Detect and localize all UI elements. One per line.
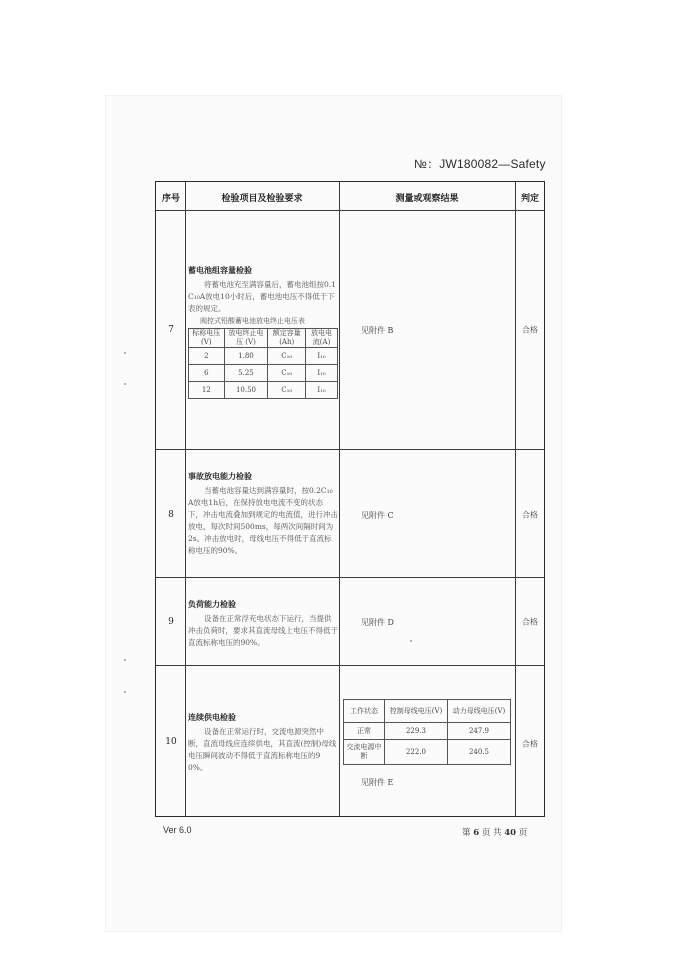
table-cell: 240.5 [448, 740, 511, 765]
header-verdict: 判定 [520, 194, 540, 204]
row-item [188, 471, 338, 557]
table-header-cell: 工作状态 [344, 700, 385, 723]
header-item: 检验项目及检验要求 [221, 194, 303, 204]
power-supply-result-table [343, 699, 511, 765]
row-item [188, 265, 338, 399]
table-cell: 229.3 [385, 723, 448, 740]
discharge-voltage-table [188, 328, 338, 399]
row-item [188, 599, 338, 649]
row-verdict: 合格 [522, 510, 538, 520]
scan-speck [124, 352, 126, 354]
inspection-table [155, 181, 545, 817]
page-total: 40 [504, 828, 517, 838]
row-result: 见附件 B [361, 326, 394, 335]
item-text: 设备在正常浮充电状态下运行，当提供冲击负荷时，要求其直流母线上电压不得低于直流标称电压的90%。 [188, 614, 338, 647]
page-mid: 页 共 [481, 828, 502, 838]
header-seq: 序号 [161, 194, 181, 204]
row-item [188, 712, 338, 774]
table-cell: 交流电源中断 [344, 740, 385, 765]
page-prefix: 第 [462, 828, 471, 838]
table-header-cell: 放电终止电压 (V) [224, 329, 268, 348]
table-cell: C₁₀ [268, 382, 306, 399]
item-title: 蓄电池组容量检验 [188, 266, 252, 275]
table-cell: 1.80 [224, 348, 268, 365]
table-cell: I₁₀ [306, 365, 338, 382]
item-text: 将蓄电池充至满容量后，蓄电池组按0.1C₁₀A放电10小时后，蓄电池电压不得低于下表的规定。 [188, 280, 336, 313]
table-cell: 222.0 [385, 740, 448, 765]
table-cell: 5.25 [224, 365, 268, 382]
table-header-cell: 控制母线电压(V) [385, 700, 448, 723]
table-cell: 247.9 [448, 723, 511, 740]
row-seq: 10 [165, 737, 177, 747]
row-seq: 8 [168, 510, 174, 520]
row-verdict: 合格 [522, 617, 538, 627]
item-title: 负荷能力检验 [188, 600, 236, 609]
table-cell: 6 [189, 365, 225, 382]
table-cell: C₁₀ [268, 365, 306, 382]
table-cell: I₁₀ [306, 348, 338, 365]
table-caption: 阀控式铅酸蓄电池放电终止电压表 [200, 317, 305, 325]
table-cell: 12 [189, 382, 225, 399]
page-number: 6 [473, 828, 480, 838]
version-label: Ver 6.0 [163, 825, 192, 835]
table-cell: 2 [189, 348, 225, 365]
row-verdict: 合格 [522, 325, 538, 335]
table-header-cell: 额定容量(Ah) [268, 329, 306, 348]
page-suffix: 页 [518, 828, 528, 838]
row-seq: 7 [168, 325, 174, 335]
scan-speck [124, 691, 126, 693]
page-indicator [462, 826, 527, 838]
row-seq: 9 [168, 617, 174, 627]
row-result: 见附件 E [361, 778, 394, 787]
table-cell: 10.50 [224, 382, 268, 399]
document-number: №：JW180082—Safety [414, 157, 546, 171]
item-title: 事故放电能力检验 [188, 472, 252, 481]
scan-speck [410, 640, 412, 642]
scan-speck [124, 383, 126, 385]
table-cell: C₁₀ [268, 348, 306, 365]
table-header-cell: 放电电流(A) [306, 329, 338, 348]
row-result: 见附件 D [361, 618, 394, 627]
row-result: 见附件 C [361, 511, 394, 520]
table-cell: 正常 [344, 723, 385, 740]
table-header-cell: 标称电压(V) [189, 329, 225, 348]
item-title: 连续供电检验 [188, 713, 236, 722]
item-text: 设备在正常运行时，交流电源突然中断，直流母线应连续供电，其直流(控制)母线电压瞬间波动不得低于直流标称电压的90%。 [188, 727, 337, 772]
table-header-cell: 动力母线电压(V) [448, 700, 511, 723]
scan-speck [124, 659, 126, 661]
row-verdict: 合格 [522, 739, 538, 749]
item-text: 当蓄电池容量达到满容量时，按0.2C₁₀A放电1h后，在保持放电电流不变的状态下，冲击电流叠加到规定的电流值，进行冲击放电，每次时间500ms，每两次间隔时间为2s。冲击放电时，母线电压不得低于直流标称电压的90%。 [188, 486, 338, 555]
table-cell: I₁₀ [306, 382, 338, 399]
header-result: 测量或观察结果 [395, 194, 459, 204]
